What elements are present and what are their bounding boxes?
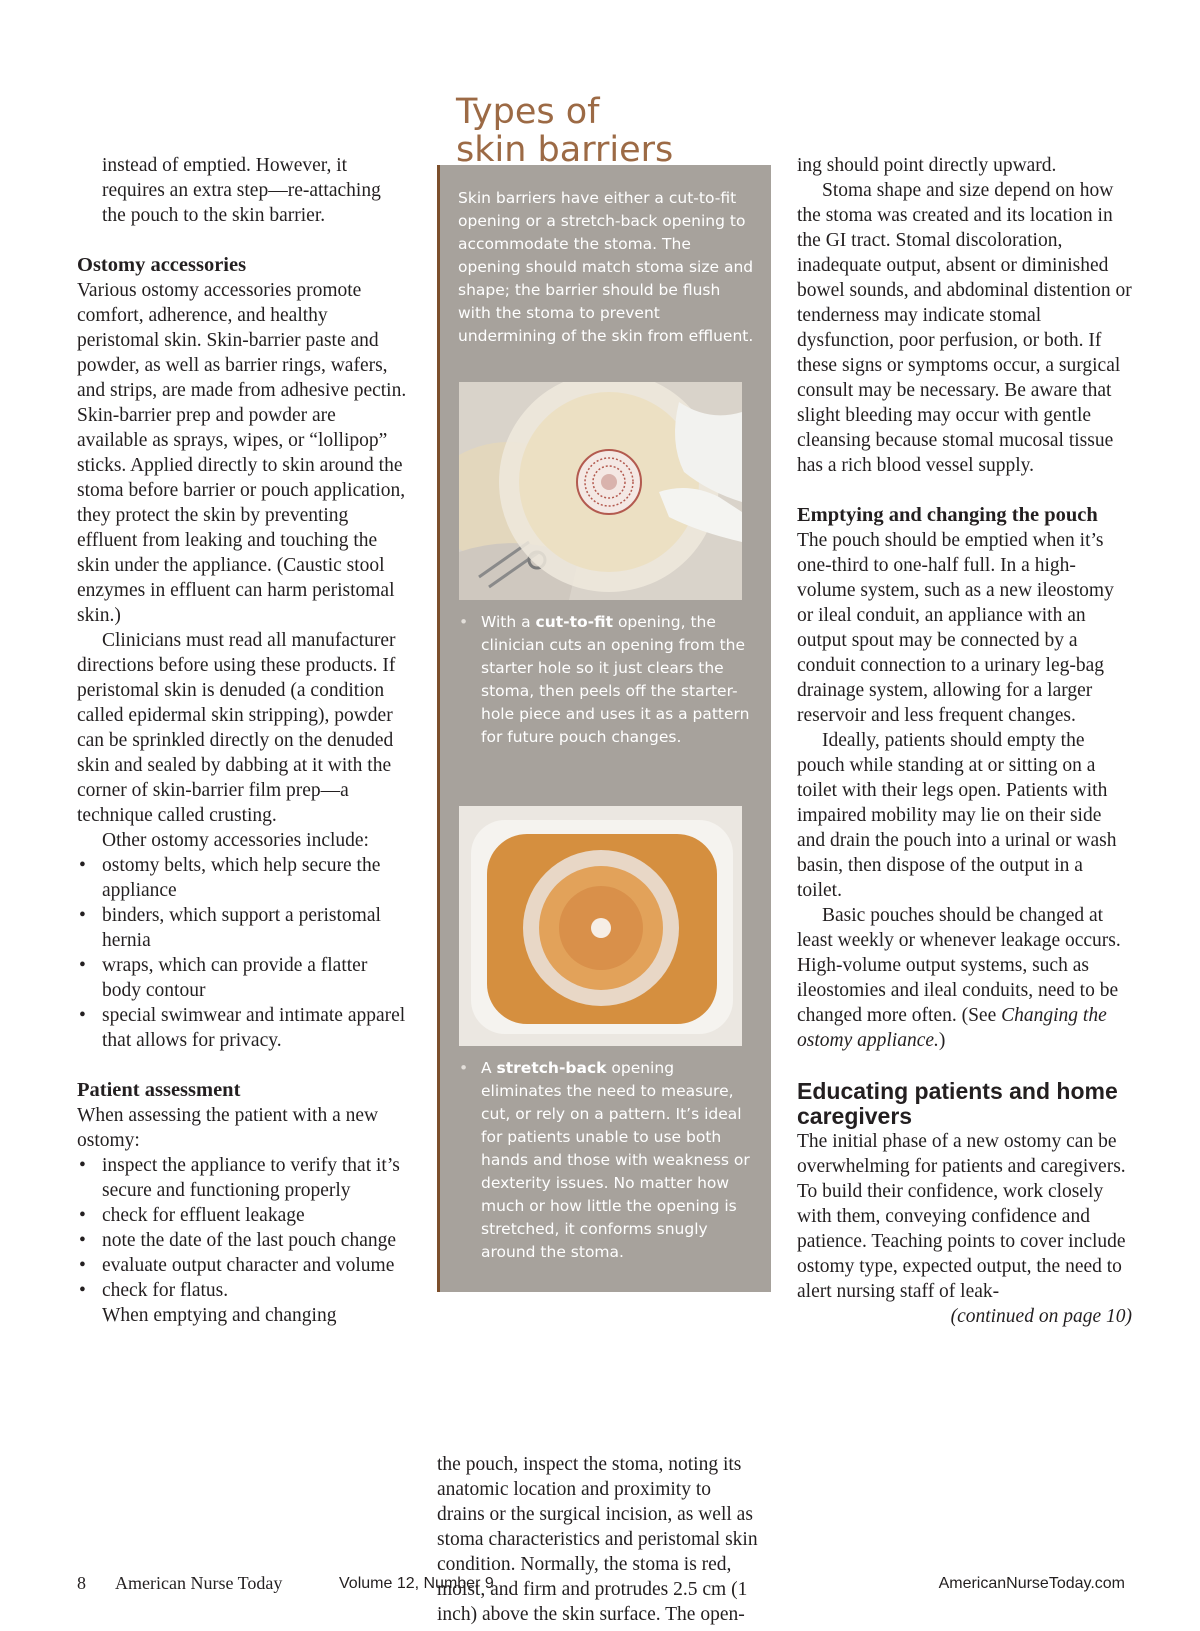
intro-paragraph: instead of emptied. However, it requires an extra step—re-attaching the pouch to the skin barrier. xyxy=(102,155,381,226)
list-item: • inspect the appliance to verify that it’s secure and functioning properly xyxy=(77,1153,407,1203)
list-item: • check for flatus. xyxy=(77,1278,407,1303)
heading-patient-assessment: Patient assessment xyxy=(77,1079,241,1101)
list-item: • binders, which support a peristomal hernia xyxy=(77,903,407,953)
assessment-paragraph: When assessing the patient with a new ostomy: xyxy=(77,1105,379,1151)
continued-note: (continued on page 10) xyxy=(950,1306,1132,1327)
caption-text: With a xyxy=(481,613,536,631)
magazine-name: American Nurse Today xyxy=(115,1573,283,1593)
stoma-inspection-paragraph: the pouch, inspect the stoma, noting its anatomic location and proximity to drains or the surgical incision, as well as stoma characteristics and peristomal skin condition. Normally, the stoma is red, moist, and firm and protrudes 2.5 cm (1 inch) above the skin surface. The open- xyxy=(437,1454,758,1625)
educating-paragraph: The initial phase of a new ostomy can be overwhelming for patients and caregivers. To build their confidence, work closely with them, conveying confidence and patience. Teaching points to cover include ostomy type, expected output, the need to alert nursing staff of leak- xyxy=(797,1131,1126,1302)
stoma-shape-paragraph: Stoma shape and size depend on how the stoma was created and its location in the GI tract. Stomal discoloration, inadequate output, absent or diminished bowel sounds, and abdominal distention or tenderness may indicate stomal dysfunction, poor perfusion, or both. If these signs or symptoms occur, a surgical consult may be necessary. Be aware that slight bleeding may occur with gentle cleansing because stomal mucosal tissue has a rich blood vessel supply. xyxy=(797,180,1132,476)
caption-bold-term: stretch-back xyxy=(496,1059,607,1077)
list-item: • check for effluent leakage xyxy=(77,1203,407,1228)
page-number: 8 xyxy=(77,1573,86,1593)
caption-text: A xyxy=(481,1059,497,1077)
list-item: • ostomy belts, which help secure the appliance xyxy=(77,853,407,903)
column-3 xyxy=(797,153,1132,1329)
accessories-list xyxy=(77,853,407,1053)
column-1 xyxy=(77,153,407,1328)
paragraph-text: Basic pouches should be changed at least weekly or whenever leakage occurs. High-volume output systems, such as ileostomies and ileal conduits, need to be changed more often. (See xyxy=(797,905,1121,1026)
emptying-paragraph-3 xyxy=(797,903,1132,1053)
sidebar-title xyxy=(456,93,673,169)
paragraph-text: ) xyxy=(938,1030,946,1051)
accessories-paragraph-2: Clinicians must read all manufacturer directions before using these products. If peristomal skin is denuded (a condition called epidermal skin stripping), powder can be sprinkled directly on the denuded skin and sealed by dabbing at it with the corner of skin-barrier film prep—a technique called crusting. xyxy=(77,630,396,826)
caption-text: opening, the clinician cuts an opening from the starter hole so it just clears the stoma, then peels off the starter-hole piece and uses it as a pattern for future pouch changes. xyxy=(481,613,750,746)
list-item: • note the date of the last pouch change xyxy=(77,1228,407,1253)
caption-stretch-back xyxy=(481,1057,751,1264)
sidebar-title-line-1: Types of xyxy=(456,92,600,132)
caption-bold-term: cut-to-fit xyxy=(535,613,614,631)
emptying-paragraph-2: Ideally, patients should empty the pouch while standing at or sitting on a toilet with their legs open. Patients with impaired mobility may lie on their side and drain the pouch into a urinal or wash basin, then dispose of the output in a toilet. xyxy=(797,730,1117,901)
list-item: • evaluate output character and volume xyxy=(77,1253,407,1278)
list-item: • special swimwear and intimate apparel that allows for privacy. xyxy=(77,1003,407,1053)
column-2-bottom xyxy=(437,1452,762,1627)
website-url: AmericanNurseToday.com xyxy=(938,1575,1125,1592)
emptying-paragraph-1: The pouch should be emptied when it’s one-third to one-half full. In a high-volume system, such as a new ileostomy or ileal conduit, an appliance with an output spout may be connected by a conduit connection to a urinary leg-bag drainage system, allowing for a larger reservoir and less frequent changes. xyxy=(797,530,1114,726)
heading-educating: Educating patients and home caregivers xyxy=(797,1078,1118,1129)
sidebar-rule xyxy=(437,165,440,1292)
heading-emptying-changing: Emptying and changing the pouch xyxy=(797,504,1098,526)
caption-cut-to-fit xyxy=(481,611,751,749)
assessment-list xyxy=(77,1153,407,1303)
heading-ostomy-accessories: Ostomy accessories xyxy=(77,254,247,276)
list-item: • wraps, which can provide a flatter body contour xyxy=(77,953,407,1003)
caption-text: opening eliminates the need to measure, cut, or rely on a pattern. It’s ideal for patients unable to use both hands and those with weakness or dexterity issues. No matter how much or how little the opening is stretched, it conforms snugly around the stoma. xyxy=(481,1059,750,1261)
sidebar-title-line-2: skin barriers xyxy=(456,130,674,170)
cross-reference: Changing the ostomy appliance. xyxy=(797,1005,1107,1051)
accessories-paragraph-1: Various ostomy accessories promote comfort, adherence, and healthy peristomal skin. Skin-barrier paste and powder, as well as barrier rings, wafers, and strips, are made from adhesive pectin. Skin-barrier prep and powder are available as sprays, wipes, or “lollipop” sticks. Applied directly to skin around the stoma before barrier or pouch application, they protect the skin by preventing effluent from leaking and touching the skin under the appliance. (Caustic stool enzymes in effluent can harm peristomal skin.) xyxy=(77,280,407,626)
stretch-back-barrier-photo xyxy=(459,806,742,1046)
opening-paragraph: ing should point directly upward. xyxy=(797,155,1057,176)
when-emptying-paragraph: When emptying and changing xyxy=(102,1305,337,1326)
volume-info: Volume 12, Number 9 xyxy=(339,1575,494,1592)
sidebar-intro: Skin barriers have either a cut-to-fit opening or a stretch-back opening to accommodate the stoma. The opening should match stoma size and shape; the barrier should be flush with the stoma to prevent undermining of the skin from effluent. xyxy=(458,189,754,345)
cut-to-fit-barrier-photo xyxy=(459,382,742,600)
accessories-paragraph-3: Other ostomy accessories include: xyxy=(102,830,369,851)
